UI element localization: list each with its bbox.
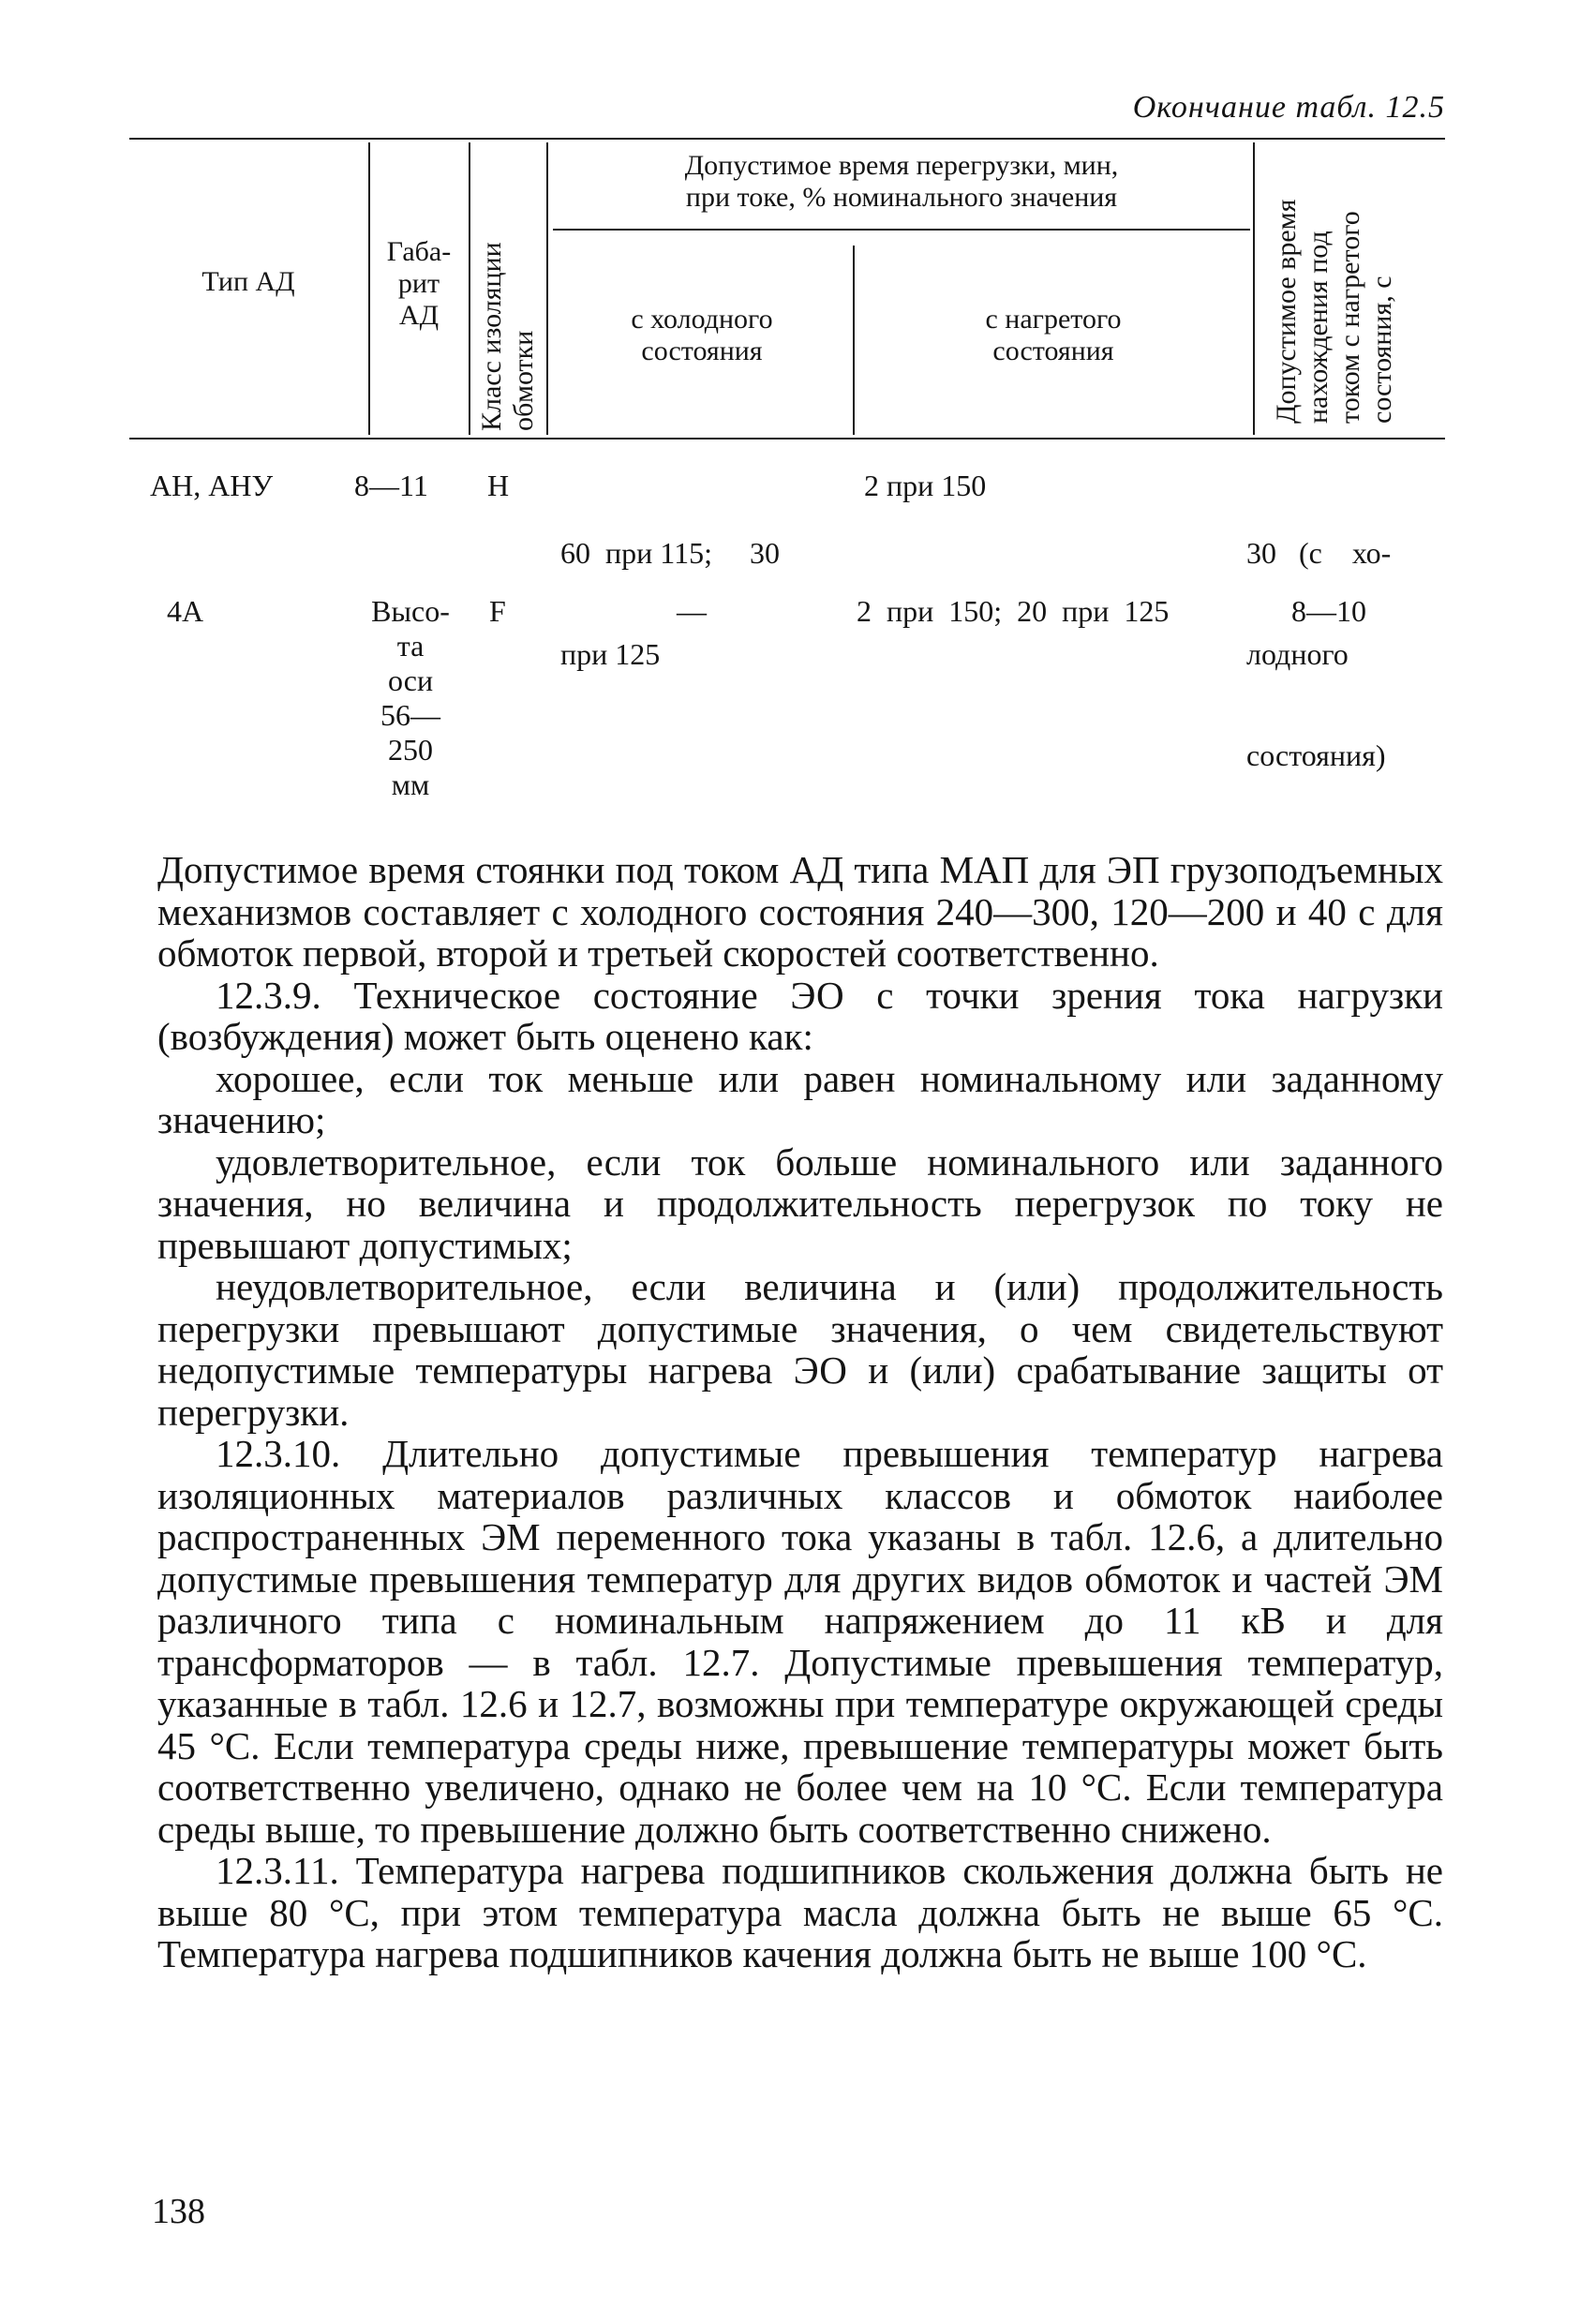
col-divider-3	[546, 142, 548, 435]
row2-insulation: F	[489, 594, 506, 628]
header-cold-line-2: состояния	[641, 335, 763, 366]
col-divider-5	[1253, 142, 1255, 435]
header-gabarit	[371, 236, 467, 332]
header-gabarit-line-3: АД	[398, 300, 440, 331]
row2-type: 4А	[167, 594, 204, 628]
col-divider-2	[469, 142, 470, 435]
row1-cold-line-2: при 125	[560, 637, 661, 671]
header-stall-line-3: током с нагретого	[1334, 211, 1365, 424]
row1-stall	[1246, 469, 1445, 840]
row2-gabarit-line-6: мм	[391, 767, 430, 801]
header-insulation-line-1: Класс изоляции	[476, 242, 507, 431]
header-gabarit-line-1: Габа-	[386, 236, 452, 267]
table-caption: Окончание табл. 12.5	[1132, 90, 1445, 125]
header-insulation-line-2: обмотки	[508, 330, 539, 431]
header-cold-line-1: с холодного	[631, 304, 773, 335]
paragraph-2: 12.3.9. Техническое состояние ЭО с точки зрения тока нагрузки (возбуждения) может быть оценено как:	[157, 973, 1443, 1058]
table-top-rule	[129, 138, 1445, 140]
header-overload-group	[553, 150, 1250, 214]
header-cold	[553, 304, 851, 367]
header-hot-line-1: с нагретого	[985, 304, 1122, 335]
row2-cold: —	[677, 594, 707, 628]
header-stall	[1271, 200, 1398, 424]
paragraph-1: Допустимое время стоянки под током АД типа МАП для ЭП грузоподъемных механизмов составляет с холодного состояния 240—300, 120—200 и 40 с для обмоток первой, второй и третьей скоростей соответственно.	[157, 848, 1443, 975]
paragraph-4: удовлетворительное, если ток больше номинального или заданного значения, но величина и продолжительность перегрузок по току не превышают допустимых;	[157, 1140, 1443, 1267]
header-gabarit-line-2: рит	[397, 268, 440, 299]
row2-gabarit-line-3: оси	[387, 663, 434, 697]
row2-gabarit-line-1: Высо-	[371, 594, 450, 628]
row1-type: АН, АНУ	[150, 469, 274, 502]
group-header-rule	[553, 229, 1250, 231]
header-stall-line-1: Допустимое время	[1271, 199, 1302, 424]
header-overload-line-2: при токе, % номинального значения	[685, 182, 1118, 213]
row1-hot: 2 при 150	[864, 469, 987, 502]
row2-stall: 8—10	[1291, 594, 1366, 628]
body-text	[157, 849, 1443, 1975]
row1-insulation: Н	[487, 469, 510, 502]
header-stall-line-2: нахождения под	[1303, 231, 1334, 424]
row1-cold-line-1: 60 при 115; 30	[560, 536, 780, 570]
row1-stall-line-3: состояния)	[1246, 738, 1386, 772]
row2-hot: 2 при 150; 20 при 125	[857, 594, 1170, 628]
header-overload-line-1: Допустимое время перегрузки, мин,	[684, 150, 1119, 181]
col-divider-1	[368, 142, 370, 435]
header-hot-line-2: состояния	[992, 335, 1114, 366]
header-stall-line-4: состояния, с	[1366, 276, 1397, 424]
row2-gabarit-line-5: 250	[388, 733, 433, 767]
row1-gabarit: 8—11	[354, 469, 428, 502]
row2-gabarit-line-2: та	[396, 629, 425, 663]
paragraph-3: хорошее, если ток меньше или равен номинальному или заданному значению;	[157, 1056, 1443, 1141]
header-type: Тип АД	[201, 266, 295, 297]
col-divider-4	[853, 246, 855, 435]
page-number: 138	[152, 2192, 205, 2231]
paragraph-7: 12.3.11. Температура нагрева подшипников скольжения должна быть не выше 80 °С, при этом температура масла должна быть не выше 65 °С. Температура нагрева подшипников качения должна быть не выше 100 °С.	[157, 1849, 1443, 1975]
paragraph-5: неудовлетворительное, если величина и (или) продолжительность перегрузки превышают допустимые значения, о чем свидетельствуют недопустимые температуры нагрева ЭО и (или) срабатывание защиты от перегрузки.	[157, 1265, 1443, 1434]
table-header-bottom-rule	[129, 438, 1445, 439]
row1-stall-line-2: лодного	[1246, 637, 1349, 671]
row1-stall-line-1: 30 (с хо-	[1246, 536, 1392, 570]
header-hot	[857, 304, 1250, 367]
header-insulation	[476, 242, 540, 431]
row2-gabarit	[354, 594, 467, 802]
row2-gabarit-line-4: 56—	[380, 698, 440, 732]
paragraph-6: 12.3.10. Длительно допустимые превышения температур нагрева изоляционных материалов различных классов и обмоток наиболее распространенных ЭМ переменного тока указаны в табл. 12.6, а длительно допустимые превышения температур для других видов обмоток и частей ЭМ различного типа с номинальным напряжением до 11 кВ и для трансформаторов — в табл. 12.7. Допустимые превышения температур, указанные в табл. 12.6 и 12.7, возможны при температуре окружающей среды 45 °С. Если температура среды ниже, превышение температуры может быть соответственно увеличено, однако не более чем на 10 °С. Если температура среды выше, то превышение должно быть соответственно снижено.	[157, 1432, 1443, 1851]
